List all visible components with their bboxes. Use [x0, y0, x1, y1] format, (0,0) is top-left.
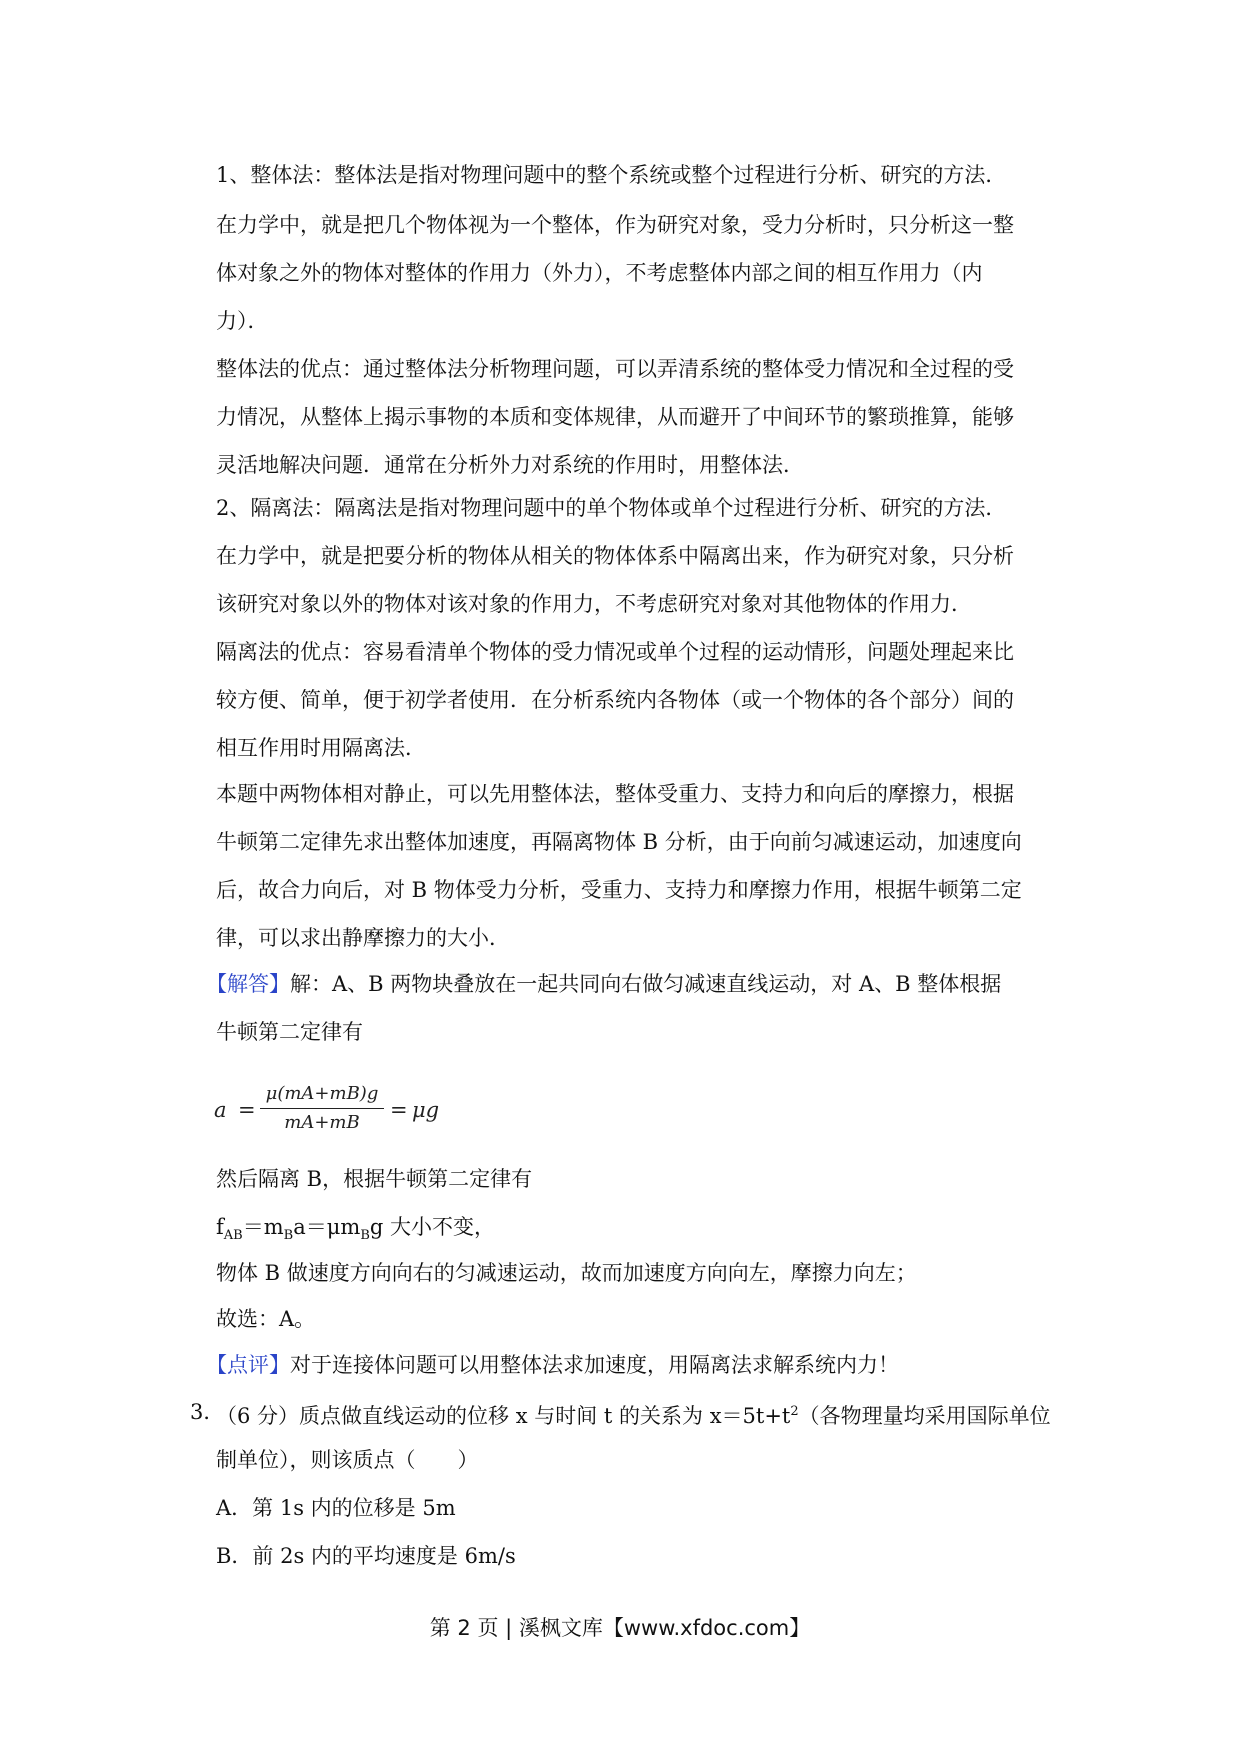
formula-equals-2: =: [390, 1098, 408, 1122]
after-line-3: 物体 B 做速度方向向右的匀减速运动，故而加速度方向向左，摩擦力向左；: [216, 1261, 917, 1285]
a-eq-mu: a＝μm: [293, 1215, 361, 1239]
question-text-b: （各物理量均采用国际单位: [798, 1404, 1051, 1428]
paragraph-line: 后，故合力向后，对 B 物体受力分析，受重力、支持力和摩擦力作用，根据牛顿第二定: [216, 878, 1022, 902]
paragraph-line: 体对象之外的物体对整体的作用力（外力），不考虑整体内部之间的相互作用力（内: [216, 261, 983, 285]
comment-line: [206, 1350, 1036, 1380]
f-subscript: AB: [223, 1228, 243, 1244]
paragraph-line: 在力学中，就是把要分析的物体从相关的物体体系中隔离出来，作为研究对象，只分析: [216, 544, 1014, 568]
answer-text: 解：A、B 两物块叠放在一起共同向右做匀减速直线运动，对 A、B 整体根据: [290, 972, 1002, 996]
m-subscript-2: B: [360, 1228, 370, 1244]
paragraph-line: 牛顿第二定律先求出整体加速度，再隔离物体 B 分析，由于向前匀减速运动，加速度向: [216, 830, 1022, 854]
answer-line: [206, 969, 1036, 999]
formula-lhs: a: [214, 1098, 227, 1122]
paragraph-line: 隔离法的优点：容易看清单个物体的受力情况或单个过程的运动情形，问题处理起来比: [216, 640, 1014, 664]
fraction-bar: [260, 1108, 384, 1109]
after-line-2: [216, 1212, 1046, 1251]
paragraph-line: 1、整体法：整体法是指对物理问题中的整个系统或整个过程进行分析、研究的方法．: [216, 163, 1007, 187]
option-b: B．前 2s 内的平均速度是 6m/s: [216, 1544, 516, 1568]
question-number: 3．: [190, 1400, 225, 1424]
paragraph-line: 本题中两物体相对静止，可以先用整体法，整体受重力、支持力和向后的摩擦力，根据: [216, 782, 1014, 806]
tail-text: g 大小不变，: [369, 1215, 495, 1239]
paragraph-line: 律，可以求出静摩擦力的大小．: [216, 926, 510, 950]
acceleration-formula: [214, 1082, 474, 1138]
eq-m: ＝m: [242, 1215, 284, 1239]
formula-rhs: μg: [412, 1098, 440, 1122]
formula-denominator: mA+mB: [284, 1112, 360, 1133]
paragraph-line: 相互作用时用隔离法．: [216, 736, 426, 760]
paragraph-line: 灵活地解决问题．通常在分析外力对系统的作用时，用整体法．: [216, 453, 804, 477]
paragraph-line: 整体法的优点：通过整体法分析物理问题，可以弄清系统的整体受力情况和全过程的受: [216, 357, 1014, 381]
option-a: A．第 1s 内的位移是 5m: [216, 1496, 456, 1520]
formula-fraction: [260, 1082, 384, 1135]
answer-tag: 【解答】: [206, 972, 290, 996]
question-line-1: [216, 1397, 1051, 1431]
formula-equals: =: [238, 1098, 256, 1122]
comment-text: 对于连接体问题可以用整体法求加速度，用隔离法求解系统内力！: [290, 1353, 899, 1377]
f-symbol: f: [216, 1215, 224, 1239]
page-footer: 第 2 页 | 溪枫文库【www.xfdoc.com】: [429, 1616, 811, 1640]
paragraph-line: 2、隔离法：隔离法是指对物理问题中的单个物体或单个过程进行分析、研究的方法．: [216, 496, 1007, 520]
paragraph-line: 力情况，从整体上揭示事物的本质和变体规律，从而避开了中间环节的繁琐推算，能够: [216, 405, 1014, 429]
paragraph-line: 在力学中，就是把几个物体视为一个整体，作为研究对象，受力分析时，只分析这一整: [216, 213, 1014, 237]
paragraph-line: 力）．: [216, 309, 269, 333]
after-line-4: 故选：A。: [216, 1307, 316, 1331]
answer-line-2: 牛顿第二定律有: [216, 1020, 363, 1044]
question-line-2: 制单位），则该质点（ ）: [216, 1448, 479, 1472]
m-subscript: B: [283, 1228, 294, 1244]
superscript: 2: [790, 1404, 799, 1419]
comment-tag: 【点评】: [206, 1353, 290, 1377]
paragraph-line: 该研究对象以外的物体对该对象的作用力，不考虑研究对象对其他物体的作用力．: [216, 592, 972, 616]
formula-numerator: μ(mA+mB)g: [265, 1083, 379, 1104]
after-line-1: 然后隔离 B，根据牛顿第二定律有: [216, 1167, 533, 1191]
paragraph-line: 较方便、简单，便于初学者使用．在分析系统内各物体（或一个物体的各个部分）间的: [216, 688, 1014, 712]
question-text-a: （6 分）质点做直线运动的位移 x 与时间 t 的关系为 x＝5t+t: [216, 1404, 791, 1428]
